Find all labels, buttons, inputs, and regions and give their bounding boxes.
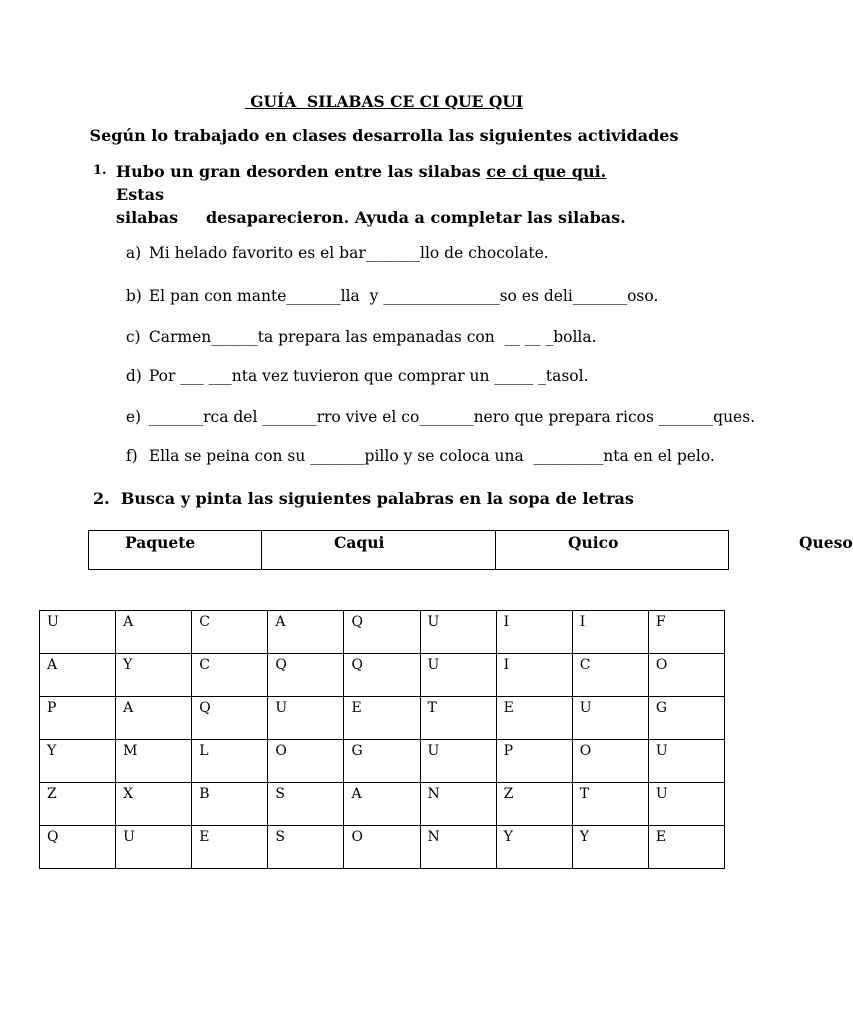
grid-row	[40, 783, 725, 826]
question-1-text-after: Estas	[116, 185, 164, 204]
grid-cell[interactable]: N	[420, 783, 496, 826]
page-title: GUÍA SILABAS CE CI QUE QUI	[244, 92, 524, 111]
grid-row	[40, 654, 725, 697]
sentence-letter: d)	[125, 367, 142, 385]
grid-cell[interactable]: O	[648, 654, 724, 697]
grid-cell[interactable]: A	[40, 654, 116, 697]
sentence-d	[116, 349, 589, 385]
sentence-a	[116, 226, 549, 262]
grid-cell[interactable]: P	[496, 740, 572, 783]
question-1-number: 1.	[93, 163, 107, 178]
instructions: Según lo trabajado en clases desarrolla las siguientes actividades	[89, 126, 679, 145]
grid-row	[40, 697, 725, 740]
grid-cell[interactable]: E	[496, 697, 572, 740]
grid-cell[interactable]: O	[268, 740, 344, 783]
grid-cell[interactable]: I	[496, 611, 572, 654]
grid-cell[interactable]: O	[572, 740, 648, 783]
grid-cell[interactable]: U	[420, 740, 496, 783]
sentence-letter: f)	[125, 447, 138, 465]
grid-cell[interactable]: Y	[496, 826, 572, 869]
question-1-underlined: ce ci que qui.	[486, 162, 607, 181]
grid-cell[interactable]: Q	[344, 611, 420, 654]
sentence-text: Mi helado favorito es el bar_______llo de chocolate.	[148, 244, 549, 262]
sentence-text: _______rca del _______rro vive el co_______nero que prepara ricos _______ques.	[148, 408, 756, 426]
grid-cell[interactable]: U	[648, 740, 724, 783]
sentence-text: Por ___ ___nta vez tuvieron que comprar un _____ _tasol.	[148, 367, 589, 385]
grid-cell[interactable]: O	[344, 826, 420, 869]
grid-cell[interactable]: Q	[192, 697, 268, 740]
grid-cell[interactable]: E	[344, 697, 420, 740]
grid-cell[interactable]: S	[268, 783, 344, 826]
grid-cell[interactable]: U	[40, 611, 116, 654]
word-list-row: Paquete Caqui Quico Queso	[89, 531, 729, 570]
grid-cell[interactable]: U	[420, 611, 496, 654]
grid-row	[40, 611, 725, 654]
grid-row	[40, 826, 725, 869]
grid-cell[interactable]: A	[116, 611, 192, 654]
grid-cell[interactable]: E	[648, 826, 724, 869]
question-2-text: 2. Busca y pinta las siguientes palabras en la sopa de letras	[93, 489, 634, 508]
grid-cell[interactable]: Z	[496, 783, 572, 826]
grid-cell[interactable]: U	[420, 654, 496, 697]
grid-cell[interactable]: G	[648, 697, 724, 740]
grid-cell[interactable]: S	[268, 826, 344, 869]
sentence-letter: e)	[125, 408, 142, 426]
grid-cell[interactable]: U	[648, 783, 724, 826]
word-cell: Caqui	[262, 531, 496, 570]
sentence-letter: a)	[125, 244, 142, 262]
grid-cell[interactable]: E	[192, 826, 268, 869]
grid-cell[interactable]: Y	[40, 740, 116, 783]
sentence-text: El pan con mante_______lla y _______________so es deli_______oso.	[148, 287, 659, 305]
grid-cell[interactable]: Y	[116, 654, 192, 697]
grid-row	[40, 740, 725, 783]
word-cell: Quico	[496, 531, 729, 570]
grid-cell[interactable]: I	[572, 611, 648, 654]
grid-cell[interactable]: Q	[268, 654, 344, 697]
grid-cell[interactable]: A	[344, 783, 420, 826]
grid-cell[interactable]: A	[116, 697, 192, 740]
question-1-text-before: Hubo un gran desorden entre las silabas	[116, 162, 487, 181]
grid-cell[interactable]: Q	[344, 654, 420, 697]
grid-cell[interactable]: Q	[40, 826, 116, 869]
grid-cell[interactable]: X	[116, 783, 192, 826]
grid-cell[interactable]: B	[192, 783, 268, 826]
grid-cell[interactable]: T	[420, 697, 496, 740]
sentence-letter: b)	[125, 287, 142, 305]
sentence-text: Ella se peina con su _______pillo y se coloca una _________nta en el pelo.	[148, 447, 715, 465]
sentence-text: Carmen______ta prepara las empanadas con __ __ _bolla.	[148, 328, 597, 346]
grid-cell[interactable]: U	[572, 697, 648, 740]
grid-cell[interactable]: A	[268, 611, 344, 654]
question-1-text	[116, 160, 636, 229]
grid-cell[interactable]: F	[648, 611, 724, 654]
sentence-letter: c)	[125, 328, 141, 346]
grid-cell[interactable]: U	[116, 826, 192, 869]
grid-cell[interactable]: L	[192, 740, 268, 783]
grid-cell[interactable]: P	[40, 697, 116, 740]
grid-cell[interactable]: Y	[572, 826, 648, 869]
grid-cell[interactable]: Z	[40, 783, 116, 826]
grid-cell[interactable]: N	[420, 826, 496, 869]
grid-cell[interactable]: I	[496, 654, 572, 697]
grid-cell[interactable]: C	[572, 654, 648, 697]
sentence-e	[116, 390, 755, 426]
grid-cell[interactable]: C	[192, 611, 268, 654]
grid-cell[interactable]: M	[116, 740, 192, 783]
word-search-grid	[39, 610, 725, 869]
sentence-b	[116, 269, 658, 305]
sentence-c	[116, 310, 597, 346]
grid-cell[interactable]: U	[268, 697, 344, 740]
question-1-line-2: silabas desaparecieron. Ayuda a completar las silabas.	[116, 208, 626, 227]
grid-cell[interactable]: G	[344, 740, 420, 783]
sentence-f	[116, 429, 715, 465]
word-cell: Paquete	[89, 531, 262, 570]
grid-cell[interactable]: C	[192, 654, 268, 697]
grid-cell[interactable]: T	[572, 783, 648, 826]
word-list-table	[88, 530, 853, 570]
